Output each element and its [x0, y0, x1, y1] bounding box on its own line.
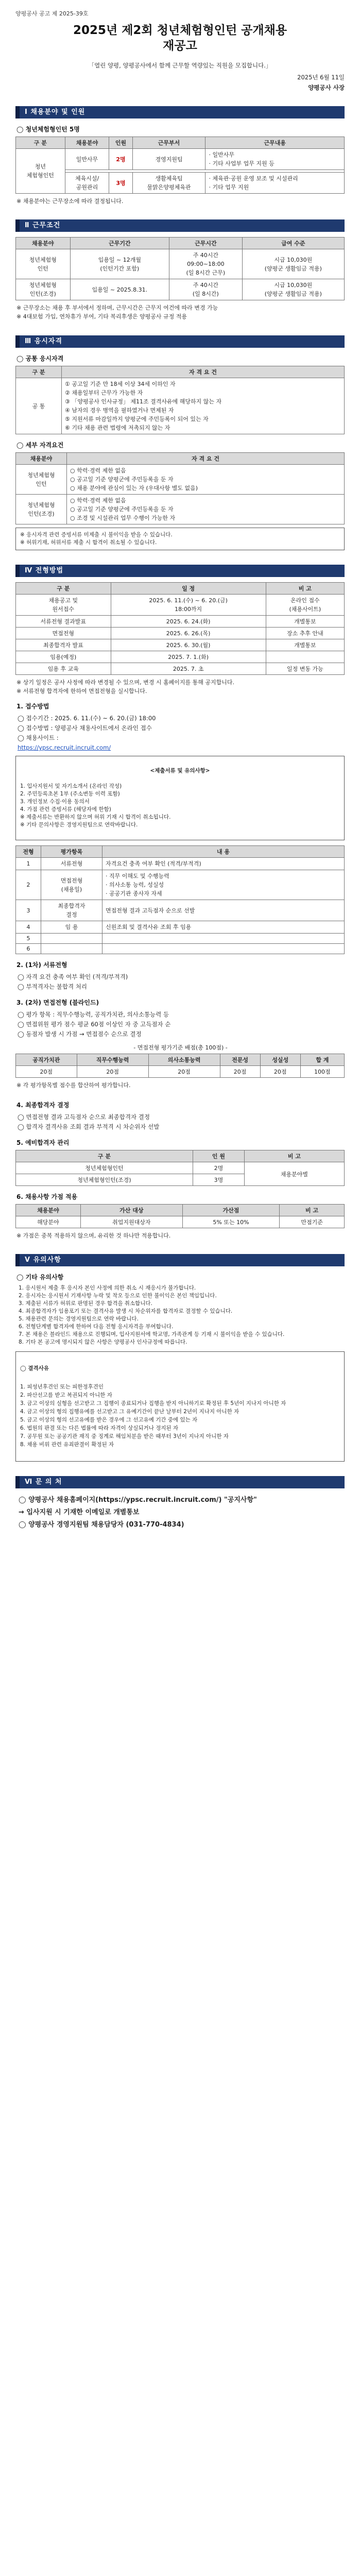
disqualification-heading: ◯ 결격사유: [20, 1365, 49, 1371]
table-header: 일 정: [111, 583, 266, 595]
intro-text: 「열린 양평, 양평공사에서 함께 근무할 역량있는 직원을 모집합니다.」: [88, 62, 272, 69]
table-row: [16, 495, 345, 524]
table-cell: 최종합격자 결정: [41, 900, 102, 921]
table-row: [16, 628, 345, 639]
table-cell: 20점: [148, 1066, 220, 1078]
table-header-row: [16, 238, 345, 249]
disqualification-text: 1. 피성년후견인 또는 피한정후견인 2. 파산선고를 받고 복권되지 아니한 자 3. 금고 이상의 실형을 선고받고 그 집행이 종료되거나 집행을 받지 아니하기로 확정된 후 5년이 지나지 아니한 자 4. 금고 이상의 형의 집행유예를 선고받고 그 유예기간이 끝난 날부터 2년이 지나지 아니한 자 5. 금고 이상의 형의 선고유예를 받은 경우에 그 선고유예 기간 중에 있는 자 6. 법원의 판결 또는 다른 법률에 따라 자격이 상실되거나 정지된 자 7. 공무원 또는 공공기관 재직 중 징계로 해임처분을 받은 때부터 3년이 지나지 아니한 자 8. 채용 비위 관련 유죄판결이 확정된 자: [20, 1384, 286, 1448]
table-header: 전문성: [220, 1054, 260, 1066]
table-cell: 청년체험형 인턴: [16, 465, 67, 495]
section-3-bar: Ⅲ 응시자격: [15, 335, 345, 348]
table-header: 구 분: [16, 366, 62, 378]
table-cell: 4: [16, 921, 41, 934]
section-2-notes: ※ 근무장소는 채용 후 부서에서 정하며, 근무시간은 근무지 여건에 따라 변경 가능 ※ 4대보험 가입, 연차휴가 부여, 기타 복리후생은 양평공사 규정 적용: [16, 304, 218, 320]
table-row: [16, 663, 345, 675]
table-row: [16, 858, 345, 870]
common-qualification-heading: ◯ 공통 응시자격: [16, 355, 64, 362]
issuing-org: 양평공사 사장: [308, 84, 345, 91]
table-cell: 온라인 접수 (채용사이트): [266, 595, 344, 616]
table-row: [16, 651, 345, 663]
table-cell: 입용일 ~ 12개월 (인턴기간 포함): [70, 249, 169, 279]
table-cell: 장소 추후 안내: [266, 628, 344, 639]
table-cell: 시급 10,030원 (양평군 생활임금 적용): [242, 279, 344, 300]
table-row: [16, 934, 345, 944]
table-cell: [266, 651, 344, 663]
contact-website: ◯ 양평공사 채용홈페이지(https://ypsc.recruit.incruit.com/) "공지사항": [19, 1496, 257, 1504]
notice-date: 2025년 6월 11일: [297, 74, 345, 81]
table-cell: 100점: [300, 1066, 344, 1078]
table-cell: 3명: [193, 1174, 244, 1186]
table-cell: 2명: [193, 1162, 244, 1174]
table-row: [16, 900, 345, 921]
table-cell: · 체육관·공원 운영 보조 및 시설관리 · 기타 업무 지원: [205, 173, 345, 194]
table-cell: 3: [16, 900, 41, 921]
table-header: 인 원: [193, 1150, 244, 1162]
submission-docs-box: [15, 756, 345, 840]
table-header: 채용분야: [16, 453, 67, 465]
table-cell: 일반사무: [65, 149, 109, 170]
table-cell: 20점: [260, 1066, 300, 1078]
selection-process-table: [15, 845, 345, 954]
table-cell: 서류전형 결과발표: [16, 616, 111, 628]
notice-heading: ◯ 기타 유의사항: [16, 1274, 64, 1281]
section-1-note: ※ 채용분야는 근무장소에 따라 결정됩니다.: [16, 198, 124, 205]
submission-docs-header: <제출서류 및 유의사항>: [150, 768, 210, 774]
document-screening-heading: 2. (1차) 서류전형: [16, 961, 67, 969]
conditions-table: [15, 237, 345, 300]
table-cell: 청년체험형 인턴(조경): [16, 495, 67, 524]
document-screening-text: ◯ 자격 요건 충족 여부 확인 (적격/부적격) ◯ 부적격자는 불합격 처리: [18, 973, 128, 990]
table-cell: 시급 10,030원 (양평군 생활임금 적용): [242, 249, 344, 279]
table-header: 자 격 요 건: [62, 366, 345, 378]
table-cell: 청년 체험형인턴: [16, 149, 65, 194]
bonus-heading: 6. 채용사항 가점 적용: [16, 1193, 78, 1200]
table-cell: [41, 934, 102, 944]
contact-email-notice: → 입사지원 시 기재한 이메일로 개별통보: [19, 1509, 140, 1516]
table-cell: [102, 934, 345, 944]
section-4-bar: Ⅳ 전형방법: [15, 565, 345, 577]
table-header: 공직가치관: [16, 1054, 77, 1066]
schedule-notes: ※ 상기 일정은 공사 사정에 따라 변경될 수 있으며, 변경 시 홈페이지를 통해 공지합니다. ※ 서류전형 합격자에 한하여 면접전형을 실시합니다.: [16, 679, 234, 694]
table-row: [16, 944, 345, 954]
table-row: [16, 465, 345, 495]
table-cell: ① 공고일 기준 만 18세 이상 34세 이하인 자 ② 채용일부터 근무가 가능한 자 ③ 「양평공사 인사규정」 제11조 결격사유에 해당하지 않는 자 ④ 남자의 경우 병역을 필하였거나 면제된 자 ⑤ 지원서류 마감일까지 양평군에 주민등록이 되어 있는 자 ⑥ 기타 채용 관련 법령에 저촉되지 않는 자: [62, 378, 345, 434]
table-header: 비 고: [280, 1205, 345, 1216]
table-header-row: [16, 1054, 345, 1066]
table-cell: [41, 944, 102, 954]
table-cell: 2025. 7. 1.(화): [111, 651, 266, 663]
score-note: ※ 각 평가항목별 점수를 합산하여 평가합니다.: [16, 1082, 131, 1089]
table-header-row: [16, 846, 345, 858]
page-title: [15, 23, 345, 54]
table-cell: 20점: [220, 1066, 260, 1078]
section-1-bar: Ⅰ 채용분야 및 인원: [15, 106, 345, 118]
contact-phone: ◯ 양평공사 경영지원팀 채용담당자 (031-770-4834): [19, 1521, 184, 1529]
submission-docs-lines: 1. 입사지원서 및 자기소개서 (온라인 작성) 2. 주민등록초본 1부 (주소변동 이력 포함) 3. 개인정보 수집·이용 동의서 4. 가점 관련 증빙서류 (해당자에 한함) ※ 제출서류는 반환하지 않으며 허위 기재 시 합격이 취소됩니다. ※ 기타 문의사항은 경영지원팀으로 연락바랍니다.: [20, 783, 171, 828]
table-header-row: [16, 137, 345, 149]
table-row: [16, 1066, 345, 1078]
table-cell: 최종합격자 발표: [16, 639, 111, 651]
table-cell: 2025. 6. 30.(월): [111, 639, 266, 651]
table-cell: 주 40시간 09:00~18:00 (일 8시간 근무): [169, 249, 243, 279]
interview-text: ◯ 평가 항목 : 직무수행능력, 공직가치관, 의사소통능력 등 ◯ 면접위원 평가 점수 평균 60점 이상인 자 중 고득점자 순 ◯ 동점자 발생 시 가점 → 면접점수 순으로 결정: [18, 1011, 171, 1038]
bonus-note: ※ 가점은 중복 적용하지 않으며, 유리한 것 하나만 적용합니다.: [16, 1232, 171, 1239]
table-cell: 5% 또는 10%: [182, 1216, 279, 1228]
notice-number: 양평공사 공고 제 2025-39호: [15, 10, 89, 17]
table-cell: 청년체험형인턴: [16, 1162, 193, 1174]
table-cell: 20점: [16, 1066, 77, 1078]
title-line-2: 재공고: [163, 39, 197, 53]
qualification-notice-box: ※ 응시자격 관련 증빙서류 미제출 시 불이익을 받을 수 있습니다. ※ 허위기재, 허위서류 제출 시 합격이 취소될 수 있습니다.: [15, 528, 345, 550]
table-cell: 채용공고 및 원서접수: [16, 595, 111, 616]
section-1-subheading: ◯ 청년체험형인턴 5명: [16, 126, 80, 133]
table-cell: 면접전형: [16, 628, 111, 639]
table-cell: 3명: [109, 173, 132, 194]
table-cell: 20점: [77, 1066, 148, 1078]
notice-text: 1. 응시원서 제출 후 응시자 본인 사정에 의한 취소 시 재응시가 불가합니다. 2. 응시자는 응시원서 기재사항 누락 및 착오 등으로 인한 불이익은 본인 책임입니다. 3. 제출된 서류가 허위로 판명된 경우 합격을 취소합니다. 4. 최종합격자가 임용포기 또는 결격사유 발생 시 차순위자를 합격자로 결정할 수 있습니다. 5. 채용관련 문의는 경영지원팀으로 연락 바랍니다. 6. 전형단계별 합격자에 한하여 다음 전형 응시자격을 부여합니다. 7. 본 채용은 블라인드 채용으로 진행되며, 입사지원서에 학교명, 가족관계 등 기재 시 불이익을 받을 수 있습니다. 8. 기타 본 공고에 명시되지 않은 사항은 양평공사 인사규정에 따릅니다.: [19, 1285, 285, 1345]
reserve-heading: 5. 예비합격자 관리: [16, 1139, 70, 1146]
table-cell: · 일반사무 · 기타 사업부 업무 지원 등: [205, 149, 345, 170]
table-row: [16, 173, 345, 194]
table-row: [16, 595, 345, 616]
score-table-title: - 면접전형 평가기준 배점(총 100점) -: [133, 1044, 228, 1051]
table-cell: 1: [16, 858, 41, 870]
table-cell: 5: [16, 934, 41, 944]
detail-qualification-table: [15, 452, 345, 524]
table-header-row: [16, 366, 345, 378]
table-cell: 청년체험형인턴(조경): [16, 1174, 193, 1186]
table-cell: 서류전형: [41, 858, 102, 870]
table-header: 구 분: [16, 1150, 193, 1162]
table-cell: 2명: [109, 149, 132, 170]
table-cell: 개별통보: [266, 639, 344, 651]
table-cell: 경영지원팀: [132, 149, 205, 170]
table-header: 근무부서: [132, 137, 205, 149]
section-5-bar: Ⅴ 유의사항: [15, 1254, 345, 1266]
table-cell: 주 40시간 (일 8시간): [169, 279, 243, 300]
table-header: 전형: [16, 846, 41, 858]
table-cell: ○ 학력·경력 제한 없음 ○ 공고일 기준 양평군에 주민등록을 둔 자 ○ 채용 분야에 관심이 있는 자 (우대사항 별도 없음): [67, 465, 345, 495]
table-row: [16, 378, 345, 434]
schedule-table: [15, 582, 345, 675]
table-cell: 청년체험형 인턴(조경): [16, 279, 71, 300]
table-cell: 취업지원대상자: [80, 1216, 182, 1228]
table-cell: 2: [16, 870, 41, 900]
table-header: 구 분: [16, 583, 111, 595]
table-header: 성실성: [260, 1054, 300, 1066]
table-row: [16, 639, 345, 651]
table-header: 평가항목: [41, 846, 102, 858]
table-header: 가산 대상: [80, 1205, 182, 1216]
section-6-bar: Ⅵ 문 의 처: [15, 1476, 345, 1488]
table-cell: 생활체육팀 물맑은양평체육관: [132, 173, 205, 194]
apply-method-heading: 1. 접수방법: [16, 703, 49, 710]
table-cell: 임용(예정): [16, 651, 111, 663]
table-cell: 청년체험형 인턴: [16, 249, 71, 279]
table-header: 근무시간: [169, 238, 243, 249]
apply-method-text: ◯ 접수기간 : 2025. 6. 11.(수) ~ 6. 20.(금) 18:00 ◯ 접수방법 : 양평공사 채용사이트에서 온라인 접수 ◯ 채용사이트 :: [18, 715, 156, 741]
table-row: [16, 1216, 345, 1228]
table-header: 직무수행능력: [77, 1054, 148, 1066]
table-row: [16, 921, 345, 934]
table-header: 근무내용: [205, 137, 345, 149]
section-2-bar: Ⅱ 근무조건: [15, 219, 345, 232]
table-header: 자 격 요 건: [67, 453, 345, 465]
table-header-row: [16, 453, 345, 465]
table-cell: 만점기준: [280, 1216, 345, 1228]
table-header: 내 용: [102, 846, 345, 858]
table-cell: 면접전형 (채용일): [41, 870, 102, 900]
table-header: 근무기간: [70, 238, 169, 249]
table-cell: 2025. 6. 24.(화): [111, 616, 266, 628]
table-header: 채용분야: [16, 1205, 81, 1216]
detail-qualification-heading: ◯ 세부 자격요건: [16, 442, 64, 449]
table-row: [16, 1162, 345, 1174]
table-cell: 신원조회 및 결격사유 조회 후 임용: [102, 921, 345, 934]
table-cell: 자격요건 충족 여부 확인 (적격/부적격): [102, 858, 345, 870]
table-cell: 임 용: [41, 921, 102, 934]
table-header: 채용분야: [65, 137, 109, 149]
table-cell: 채용분야별: [244, 1162, 344, 1186]
table-cell: · 직무 이해도 및 수행능력 · 의사소통 능력, 성실성 · 공공기관 종사자 자세: [102, 870, 345, 900]
final-decision-heading: 4. 최종합격자 결정: [16, 1101, 70, 1109]
recruit-site-link[interactable]: https://ypsc.recruit.incruit.com/: [18, 744, 111, 751]
interview-heading: 3. (2차) 면접전형 (블라인드): [16, 999, 99, 1006]
table-header: 인원: [109, 137, 132, 149]
recruitment-table: [15, 137, 345, 194]
table-row: [16, 279, 345, 300]
table-cell: ○ 학력·경력 제한 없음 ○ 공고일 기준 양평군에 주민등록을 둔 자 ○ 조경 및 시설관리 업무 수행이 가능한 자: [67, 495, 345, 524]
table-cell: 6: [16, 944, 41, 954]
table-cell: 일정 변동 가능: [266, 663, 344, 675]
table-cell: 면접전형 결과 고득점자 순으로 선발: [102, 900, 345, 921]
table-header: 가산점: [182, 1205, 279, 1216]
notice-page: [15, 0, 345, 1531]
table-cell: 개별통보: [266, 616, 344, 628]
table-header: 구 분: [16, 137, 65, 149]
table-header-row: [16, 1150, 345, 1162]
score-table: [15, 1054, 345, 1078]
table-header: 합 계: [300, 1054, 344, 1066]
table-header: 급여 수준: [242, 238, 344, 249]
table-cell: 체육시설/ 공원관리: [65, 173, 109, 194]
reserve-table: [15, 1150, 345, 1186]
table-header-row: [16, 1205, 345, 1216]
table-row: [16, 149, 345, 170]
table-cell: 2025. 7. 초: [111, 663, 266, 675]
table-cell: 2025. 6. 11.(수) ~ 6. 20.(금) 18:00까지: [111, 595, 266, 616]
title-line-1: 2025년 제2회 청년체험형인턴 공개채용: [73, 24, 287, 37]
common-qualification-table: [15, 366, 345, 434]
table-cell: 입용일 ~ 2025.8.31.: [70, 279, 169, 300]
bonus-table: [15, 1204, 345, 1228]
table-header: 비 고: [244, 1150, 344, 1162]
table-cell: 2025. 6. 26.(목): [111, 628, 266, 639]
table-cell: 공 통: [16, 378, 62, 434]
table-row: [16, 616, 345, 628]
table-header: 비 고: [266, 583, 344, 595]
table-cell: 임용 후 교육: [16, 663, 111, 675]
table-row: [16, 870, 345, 900]
table-header: 의사소통능력: [148, 1054, 220, 1066]
table-header: 채용분야: [16, 238, 71, 249]
disqualification-box: [15, 1351, 345, 1462]
table-cell: [102, 944, 345, 954]
table-row: [16, 249, 345, 279]
table-header-row: [16, 583, 345, 595]
final-decision-text: ◯ 면접전형 결과 고득점자 순으로 최종합격자 결정 ◯ 합격자 결격사유 조회 결과 부적격 시 차순위자 선발: [18, 1113, 160, 1130]
table-cell: 해당분야: [16, 1216, 81, 1228]
